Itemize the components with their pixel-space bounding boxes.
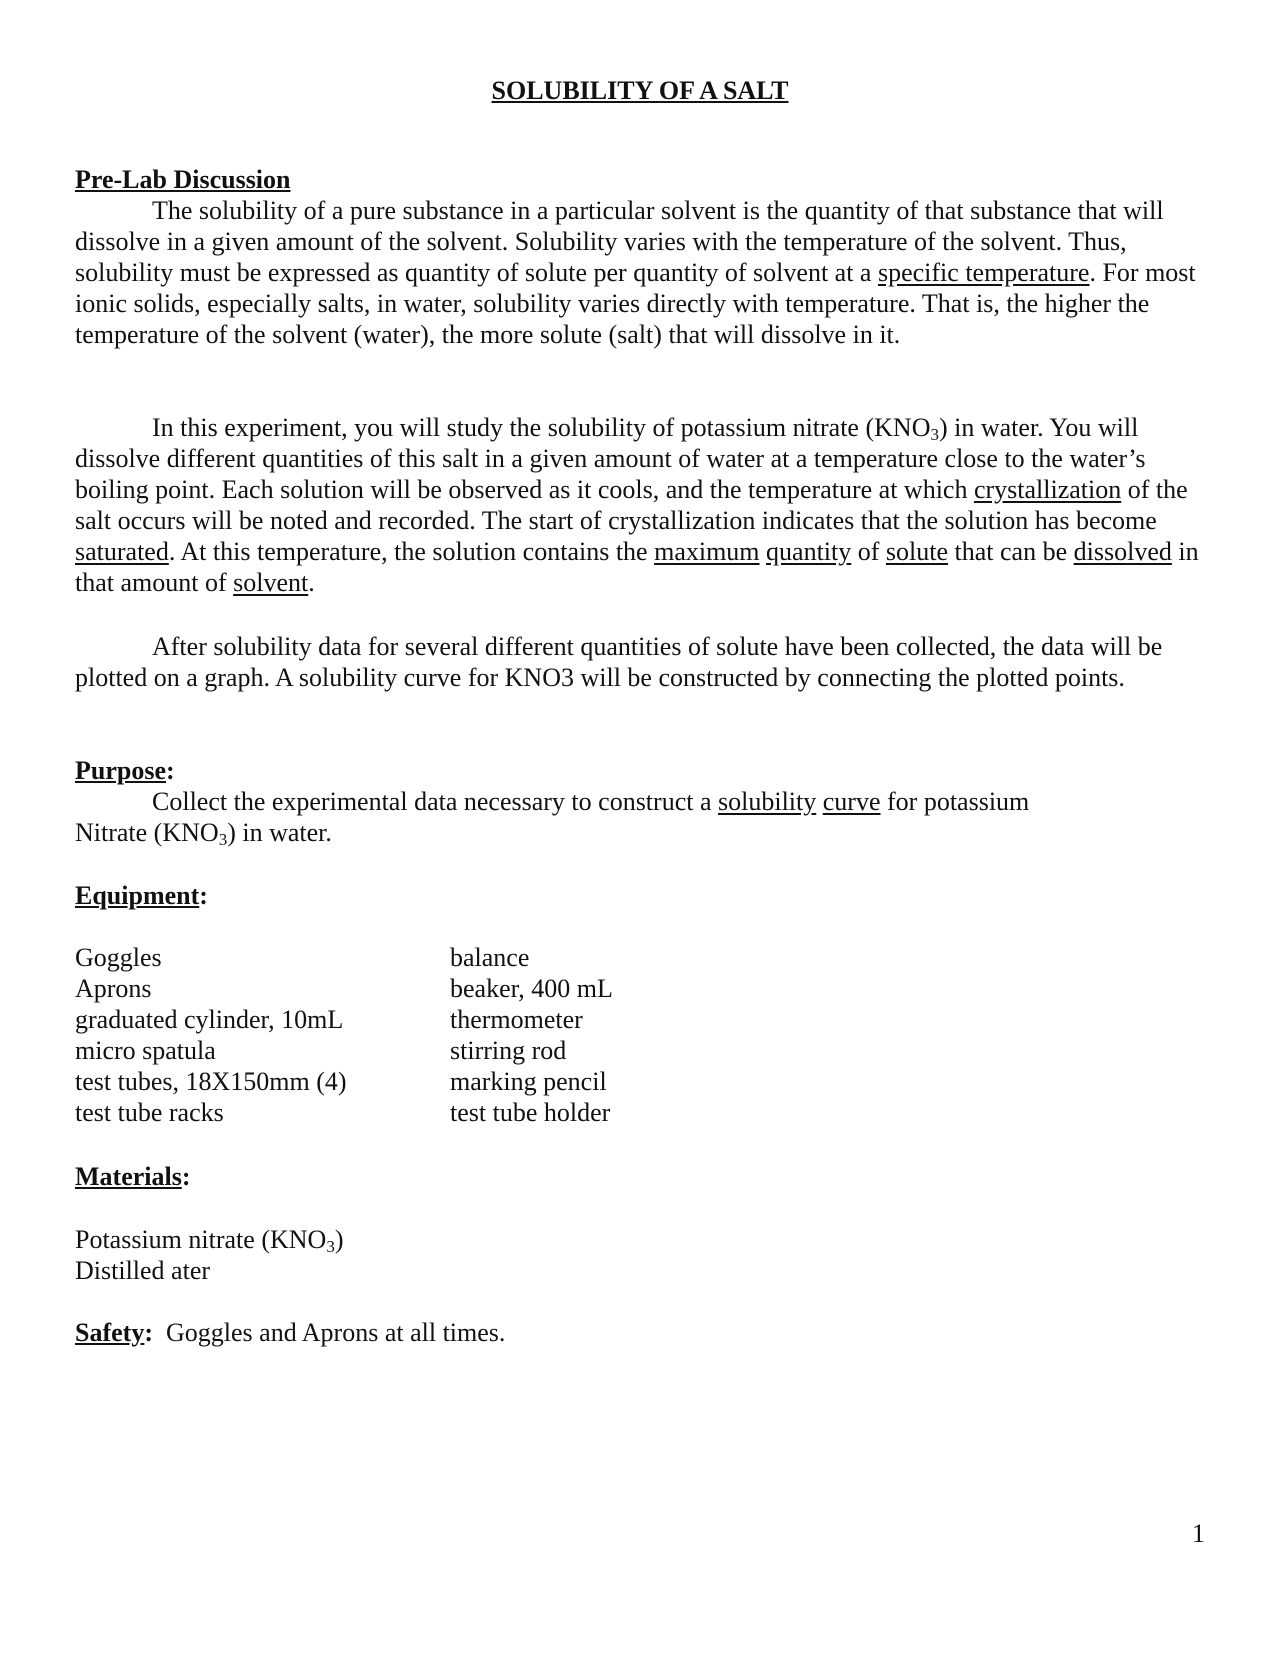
underlined-term: solubility bbox=[718, 787, 817, 816]
underlined-term: solute bbox=[885, 537, 949, 566]
equipment-right-column bbox=[450, 942, 613, 1128]
underlined-term: saturated bbox=[75, 537, 169, 566]
list-item: stirring rod bbox=[450, 1036, 567, 1065]
list-item: test tube holder bbox=[450, 1098, 611, 1127]
list-item: Aprons bbox=[75, 974, 152, 1003]
underlined-term: quantity bbox=[766, 537, 852, 566]
list-item: Distilled ater bbox=[75, 1256, 211, 1285]
materials-list bbox=[75, 1224, 1205, 1286]
page-title: SOLUBILITY OF A SALT bbox=[491, 76, 789, 105]
purpose-text-line-2: Nitrate $(KNO_3)$ in water. bbox=[75, 818, 332, 849]
list-item: thermometer bbox=[450, 1005, 583, 1034]
list-item: micro spatula bbox=[75, 1036, 216, 1065]
list-item: Potassium nitrate $(KNO_3)$ bbox=[75, 1225, 344, 1256]
list-item: test tube racks bbox=[75, 1098, 224, 1127]
underlined-term: specific temperature bbox=[877, 258, 1090, 287]
list-item: beaker, 400 mL bbox=[450, 974, 613, 1003]
prelab-paragraph-2: In this experiment, you will study the solubility of potassium nitrate $(KNO_3)$ in water. You will dissolve different quantities of this salt in a given amount of water at a temperature close to the water’s boiling point. Each solution will be observed as it cools, and the temperature at which crystallization of the salt occurs will be noted and recorded. The start of crystallization indicates that the solution has become saturated. At this temperature, the solution contains the maximum quantity of solute that can be dissolved in that amount of solvent. bbox=[75, 413, 1199, 597]
list-item: graduated cylinder, 10mL bbox=[75, 1005, 344, 1034]
prelab-paragraph-3: After solubility data for several different quantities of solute have been collected, the data will be plotted on a graph. A solubility curve for KNO3 will be constructed by connecting the plotted points. bbox=[75, 632, 1163, 692]
materials-heading: Materials: bbox=[75, 1162, 191, 1191]
list-item: test tubes, 18X150mm (4) bbox=[75, 1067, 347, 1096]
underlined-term: solvent bbox=[233, 568, 309, 597]
prelab-heading: Pre-Lab Discussion bbox=[75, 165, 291, 194]
equipment-left-column bbox=[75, 942, 347, 1128]
purpose-section bbox=[75, 755, 1205, 848]
equipment-section bbox=[75, 880, 1205, 911]
prelab-paragraph-1: The solubility of a pure substance in a particular solvent is the quantity of that substance that will dissolve in a given amount of the solvent. Solubility varies with the temperature of the solvent. Thus, solubility must be expressed as quantity of solute per quantity of solvent at a specific temperature. For most ionic solids, especially salts, in water, solubility varies directly with temperature. That is, the higher the temperature of the solvent (water), the more solute (salt) that will dissolve in it. bbox=[75, 196, 1196, 349]
underlined-term: crystallization bbox=[973, 475, 1122, 504]
purpose-heading: Purpose: bbox=[75, 756, 175, 785]
underlined-term: curve bbox=[822, 787, 881, 816]
safety-heading: Safety: bbox=[75, 1318, 153, 1347]
purpose-text: Collect the experimental data necessary to construct a solubility curve for potassium bbox=[152, 787, 1030, 816]
list-item: balance bbox=[450, 943, 530, 972]
list-item: Goggles bbox=[75, 943, 162, 972]
prelab-section bbox=[75, 164, 1205, 350]
underlined-term: maximum bbox=[654, 537, 760, 566]
safety-text: Goggles and Aprons at all times. bbox=[153, 1318, 506, 1347]
safety-section bbox=[75, 1317, 1205, 1348]
equipment-list bbox=[75, 942, 1205, 1128]
list-item: marking pencil bbox=[450, 1067, 607, 1096]
underlined-term: dissolved bbox=[1073, 537, 1172, 566]
materials-section bbox=[75, 1161, 1205, 1192]
equipment-heading: Equipment: bbox=[75, 881, 208, 910]
page-number: 1 bbox=[1192, 1519, 1205, 1548]
